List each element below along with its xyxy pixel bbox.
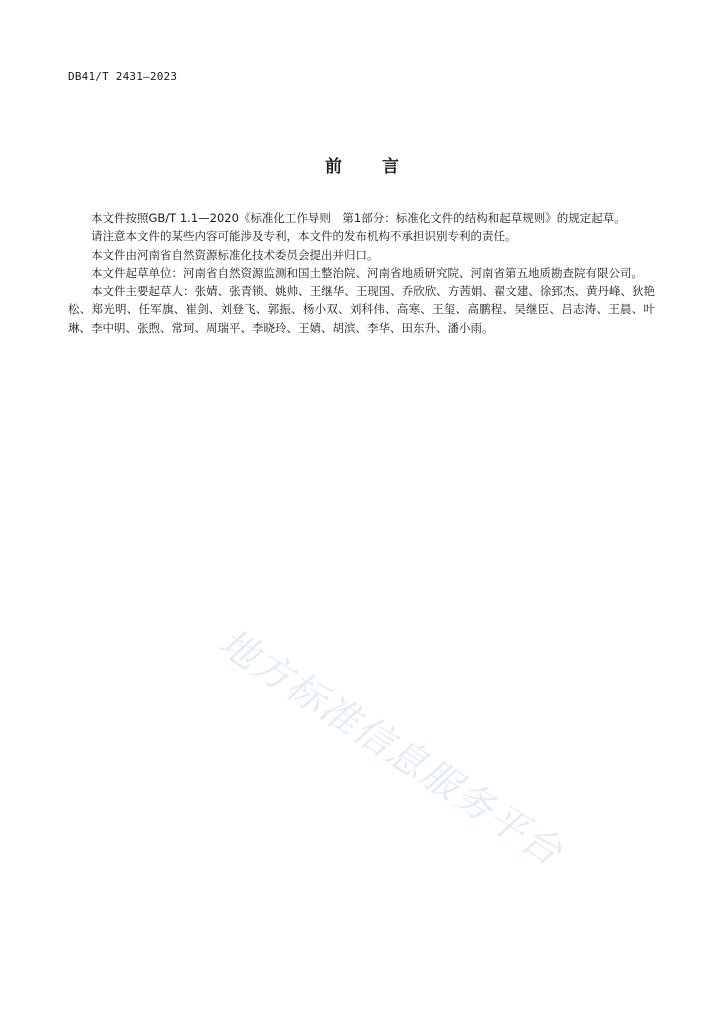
paragraph-drafters: 本文件主要起草人：张婧、张青锁、姚帅、王继华、王现国、乔欣欣、方茜娟、翟文建、徐郅杰、黄丹峰、狄艳松、郑光明、任军旗、崔剑、刘登飞、郭振、杨小双、刘科伟、高寒、王玺、高鹏程、吴继臣、吕志涛、王晨、叶琳、李中明、张煦、常珂、周瑞平、李晓玲、王婧、胡滨、李华、田东升、潘小雨。	[68, 284, 655, 335]
paragraph-drafting-units: 本文件起草单位：河南省自然资源监测和国土整治院、河南省地质研究院、河南省第五地质勘查院有限公司。	[91, 265, 643, 280]
paragraph-drafting-rules: 本文件按照GB/T 1.1—2020《标准化工作导则 第1部分：标准化文件的结构和起草规则》的规定起草。	[91, 211, 626, 225]
paragraph-patent-notice: 请注意本文件的某些内容可能涉及专利，本文件的发布机构不承担识别专利的责任。	[91, 229, 517, 244]
paragraph-proposer: 本文件由河南省自然资源标准化技术委员会提出并归口。	[91, 247, 379, 262]
foreword-body	[68, 209, 655, 337]
document-code: DB41/T 2431—2023	[68, 70, 178, 83]
watermark: 地方标准信息服务平台	[211, 620, 571, 875]
page-title: 前言	[325, 157, 439, 177]
